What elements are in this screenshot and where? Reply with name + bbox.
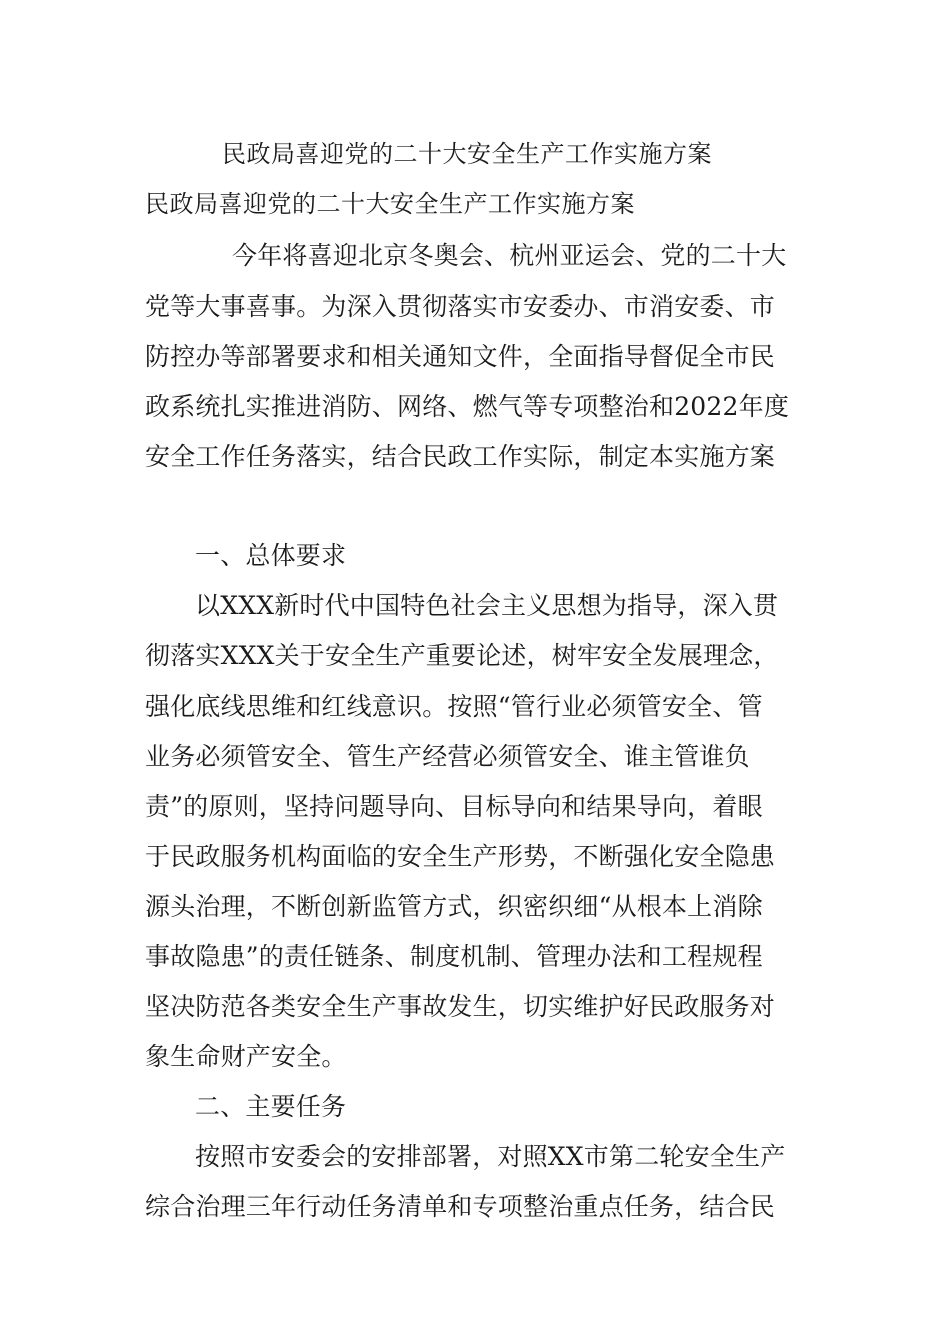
document-title-centered: 民政局喜迎党的二十大安全生产工作实施方案 [222, 140, 712, 168]
section1-line: 业务必须管安全、管生产经营必须管安全、谁主管谁负 [145, 742, 750, 771]
document-title-left: 民政局喜迎党的二十大安全生产工作实施方案 [145, 190, 635, 218]
section1-line: 彻落实XXX关于安全生产重要论述，树牢安全发展理念， [145, 641, 779, 670]
intro-line: 党等大事喜事。为深入贯彻落实市安委办、市消安委、市 [145, 292, 776, 321]
section1-line: 象生命财产安全。 [145, 1042, 347, 1071]
intro-line: 今年将喜迎北京冬奥会、杭州亚运会、党的二十大 [232, 241, 787, 270]
section-heading-2: 二、主要任务 [195, 1092, 347, 1121]
section-heading-1: 一、总体要求 [195, 541, 347, 570]
section1-line: 于民政服务机构面临的安全生产形势，不断强化安全隐患 [145, 842, 776, 871]
section1-line: 坚决防范各类安全生产事故发生，切实维护好民政服务对 [145, 992, 776, 1021]
intro-line: 防控办等部署要求和相关通知文件，全面指导督促全市民 [145, 342, 776, 371]
section2-line: 按照市安委会的安排部署，对照XX市第二轮安全生产 [195, 1142, 786, 1171]
section1-line: 责”的原则，坚持问题导向、目标导向和结果导向，着眼 [145, 792, 763, 821]
intro-line: 政系统扎实推进消防、网络、燃气等专项整治和2022年度 [145, 392, 790, 421]
section1-line: 以XXX新时代中国特色社会主义思想为指导，深入贯 [195, 591, 779, 620]
section1-line: 事故隐患”的责任链条、制度机制、管理办法和工程规程 [145, 942, 763, 971]
section1-line: 强化底线思维和红线意识。按照“管行业必须管安全、管 [145, 692, 763, 721]
intro-line: 安全工作任务落实，结合民政工作实际，制定本实施方案 [145, 442, 776, 471]
section2-line: 综合治理三年行动任务清单和专项整治重点任务，结合民 [145, 1192, 776, 1221]
section1-line: 源头治理，不断创新监管方式，织密织细“从根本上消除 [145, 892, 763, 921]
